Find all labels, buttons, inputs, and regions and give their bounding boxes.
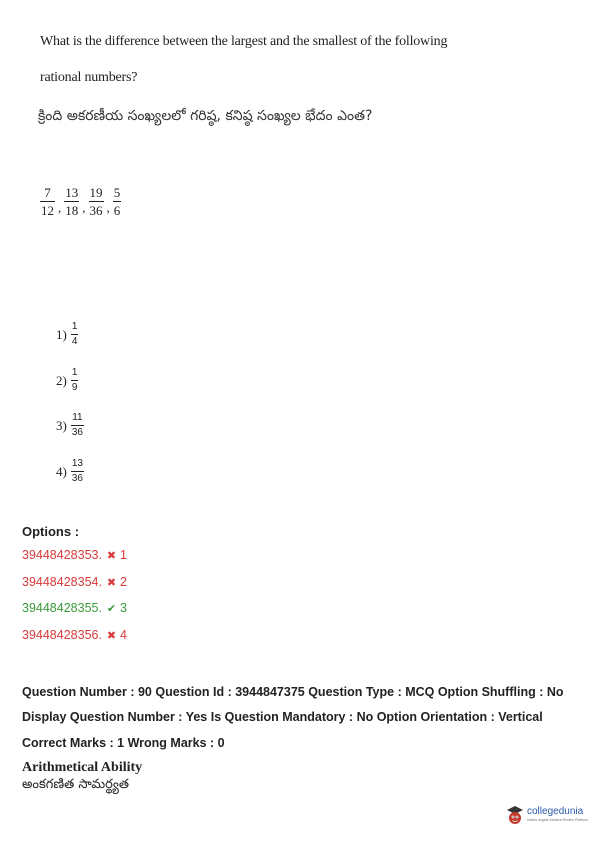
cross-icon: ✖ — [106, 577, 117, 589]
choice-2: 2) $\frac{1}{9}$ — [56, 367, 78, 393]
option-id-row: 39448428356. ✖ 4 — [22, 628, 127, 642]
fraction: $\frac{13}{18}$ — [65, 185, 79, 218]
fraction: $\frac{19}{36}$ — [89, 185, 103, 218]
question-meta-line-1: Question Number : 90 Question Id : 3944847375 Question Type : MCQ Option Shuffling : No — [22, 685, 564, 699]
question-meta-line-3: Correct Marks : 1 Wrong Marks : 0 — [22, 736, 225, 750]
section-title: Arithmetical Ability — [22, 760, 143, 775]
option-id-row: 39448428353. ✖ 1 — [22, 548, 127, 562]
question-text-line-2: rational numbers? — [40, 70, 138, 85]
choice-1: 1) $\frac{1}{4}$ — [56, 321, 78, 347]
cross-icon: ✖ — [106, 550, 117, 562]
choice-4: 4) $\frac{13}{36}$ — [56, 458, 83, 484]
question-text-telugu: క్రింది అకరణీయ సంఖ్యలలో గరిష్ఠ, కనిష్ఠ సంఖ్యల భేదం ఎంత? — [38, 108, 373, 124]
logo-brand: collegedunia — [527, 806, 584, 818]
option-id-row: 39448428355. ✔ 3 — [22, 601, 127, 615]
graduation-mascot-icon — [506, 804, 524, 826]
separator: , — [106, 199, 110, 215]
fraction: $\frac{5}{6}$ — [113, 185, 121, 218]
fraction: $\frac{7}{12}$ — [41, 185, 54, 218]
section-title-telugu: అంకగణిత సామర్థ్యత — [22, 777, 130, 792]
question-fractions — [40, 186, 121, 217]
logo-tagline: India's largest Student Review Platform — [527, 818, 588, 823]
check-icon: ✔ — [106, 603, 117, 615]
collegedunia-logo — [506, 804, 588, 826]
question-meta-line-2: Display Question Number : Yes Is Question Mandatory : No Option Orientation : Vertical — [22, 710, 543, 724]
separator: , — [82, 199, 86, 215]
choice-3: 3) $\frac{11}{36}$ — [56, 412, 83, 438]
separator: , — [58, 199, 62, 215]
options-heading: Options : — [22, 524, 80, 539]
cross-icon: ✖ — [106, 630, 117, 642]
option-id-row: 39448428354. ✖ 2 — [22, 575, 127, 589]
question-text-line-1: What is the difference between the largest and the smallest of the following — [40, 34, 448, 49]
